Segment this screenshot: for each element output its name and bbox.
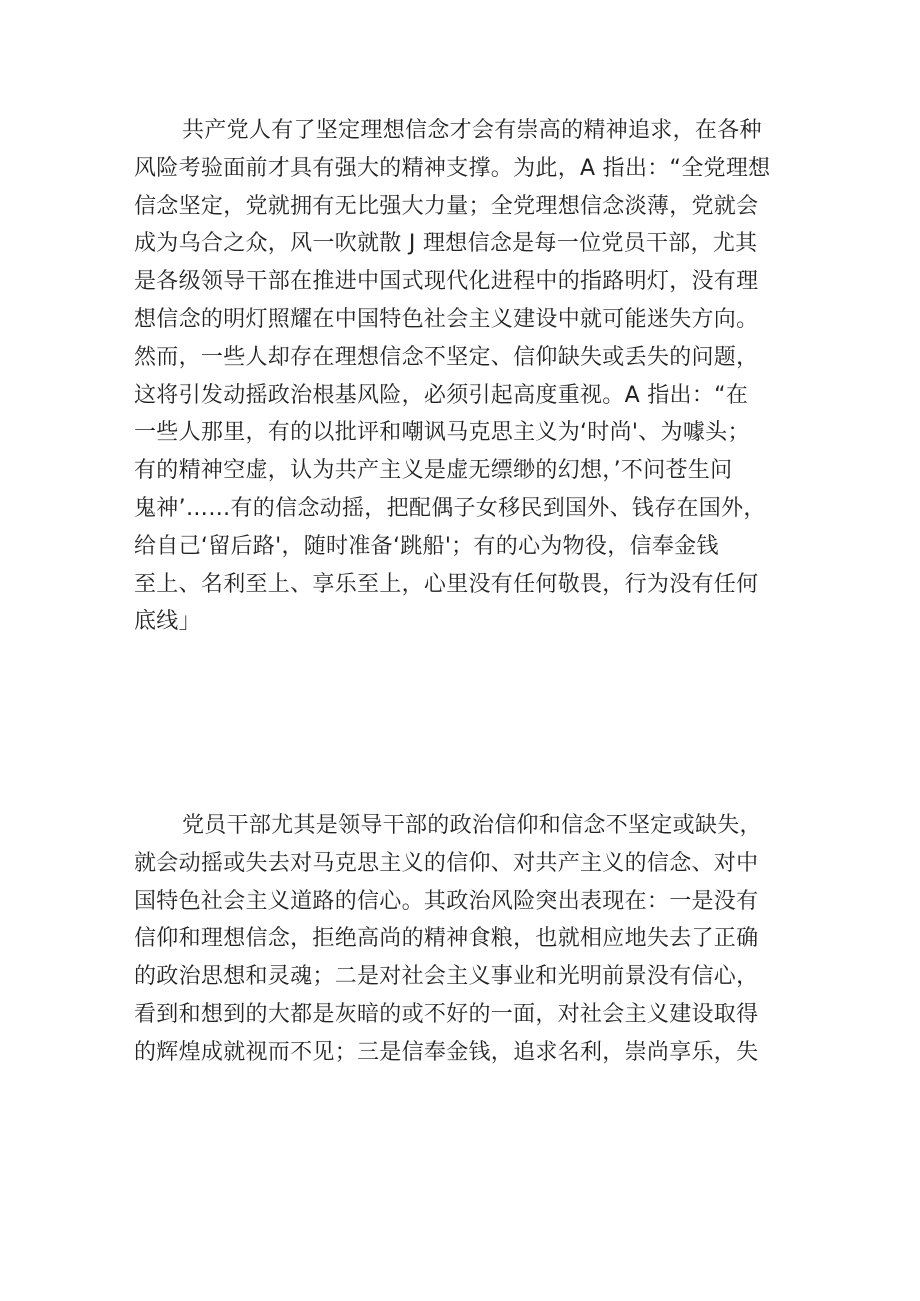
text-line: 有的精神空虚，认为共产主义是虚无缥缈的幻想，’不问苍生问 xyxy=(134,458,733,484)
text-line: 鬼神’……有的信念动摇，把配偶子女移民到国外、钱存在国外， xyxy=(134,495,766,521)
text-line: 成为乌合之众，风一吹就散 J 理想信念是每一位党员干部，尤其 xyxy=(134,231,758,257)
text-line: 这将引发动摇政治根基风险，必须引起高度重视。A 指出：“在 xyxy=(134,382,749,408)
text-line: 至上、名利至上、享乐至上，心里没有任何敬畏，行为没有任何 xyxy=(134,571,759,597)
text-line: 看到和想到的大都是灰暗的或不好的一面，对社会主义建设取得 xyxy=(134,1001,759,1027)
paragraph-political-risk xyxy=(134,807,794,1072)
text-line: 给自己‘留后路'，随时准备‘跳船'；有的心为物役，信奉金钱 xyxy=(134,533,719,559)
text-line: 信念坚定，党就拥有无比强大力量；全党理想信念淡薄，党就会 xyxy=(134,193,759,219)
text-line: 是各级领导干部在推进中国式现代化进程中的指路明灯，没有理 xyxy=(134,269,759,295)
text-line: 共产党人有了坚定理想信念才会有崇高的精神追求，在各种 xyxy=(182,118,762,143)
text-line: 一些人那里，有的以批评和嘲讽马克思主义为‘时尚'、为噱头； xyxy=(134,420,750,446)
text-line: 党员干部尤其是领导干部的政治信仰和信念不坚定或缺失， xyxy=(182,813,762,838)
text-line: 信仰和理想信念，拒绝高尚的精神食粮，也就相应地失去了正确 xyxy=(134,926,759,952)
paragraph-ideals-belief xyxy=(134,112,794,641)
text-line: 国特色社会主义道路的信心。其政治风险突出表现在：一是没有 xyxy=(134,888,759,914)
text-line: 风险考验面前才具有强大的精神支撑。为此，A 指出：“全党理想 xyxy=(134,155,771,181)
text-line: 然而，一些人却存在理想信念不坚定、信仰缺失或丢失的问题， xyxy=(134,344,759,370)
text-line: 的辉煌成就视而不见；三是信奉金钱，追求名利，崇尚享乐，失 xyxy=(134,1039,759,1065)
text-line: 想信念的明灯照耀在中国特色社会主义建设中就可能迷失方向。 xyxy=(134,306,759,332)
text-line: 底线」 xyxy=(134,609,201,635)
text-line: 的政治思想和灵魂；二是对社会主义事业和光明前景没有信心， xyxy=(134,964,759,990)
text-line: 就会动摇或失去对马克思主义的信仰、对共产主义的信念、对中 xyxy=(134,850,759,876)
